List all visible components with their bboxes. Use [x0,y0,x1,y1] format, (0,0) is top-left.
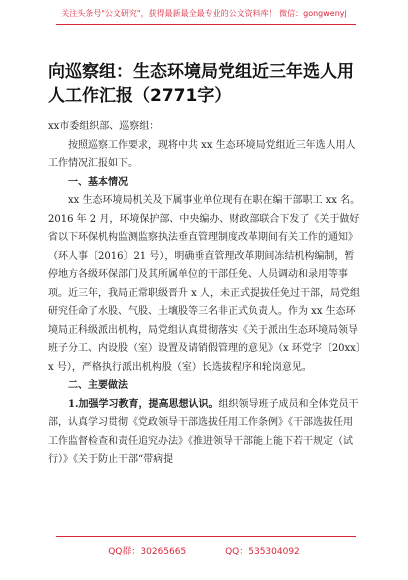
point1-paragraph [48,396,362,470]
salutation: xx市委组织部、巡察组： [48,121,160,132]
intro-paragraph: 按照巡察工作要求，现将中共 xx 生态环境局党组近三年选人用人工作情况汇报如下。 [48,139,356,169]
section2-heading: 二、主要做法 [68,380,128,391]
footer-qq: QQ：535304092 [225,547,300,557]
top-banner: 关注头条号"公文研究"，获得最新最全最专业的公文资料库！ 微信：gongwenyj [61,9,347,18]
footer-divider [56,536,356,537]
point1-body: 组织领导班子成员和全体党员干部，认真学习贯彻《党政领导干部选拔任用工作条例》《干部选拔任用工作监督检查和责任追究办法》《推进领导干部能上能下若干规定（试行）》《关于防止干部“带病提 [48,398,359,465]
footer-qq-group: QQ群：30265665 [108,547,187,557]
document-title: 向巡察组：生态环境局党组近三年选人用人工作汇报（2771字） [48,62,354,106]
document-body [48,118,362,470]
footer [0,544,408,557]
section1-heading: 一、基本情况 [68,176,128,188]
point1-lead: 1.加强学习教育，提高思想认识。 [68,398,219,410]
section1-paragraph: xx 生态环境局机关及下属事业单位现有在职在编干部职工 xx 名。2016 年 2 月，环境保护部、中央编办、财政部联合下发了《关于做好省以下环保机构监测监察执法垂直管理制度改革期间有关工作的通知》（环人事〔2016〕21 号），明确垂直管理改革期间冻结机构编制，暂停地方各级环保部门及其所属单位的干部任免、人员调动和录用等事项。近三年，我局正常职级晋升 x 人，未正式提拔任免过干部，局党组研究任命了水股、气股、土壤股等三名非正式负责人。作为 xx 生态环境局正科级派出机构，局党组认真贯彻落实《关于派出生态环境局领导班子分工、内设股（室）设置及请销假管理的意见》（x 环党字〔20xx〕x 号），严格执行派出机构股（室）长选拔程序和轮岗意见。 [48,195,361,373]
top-divider [56,24,356,25]
